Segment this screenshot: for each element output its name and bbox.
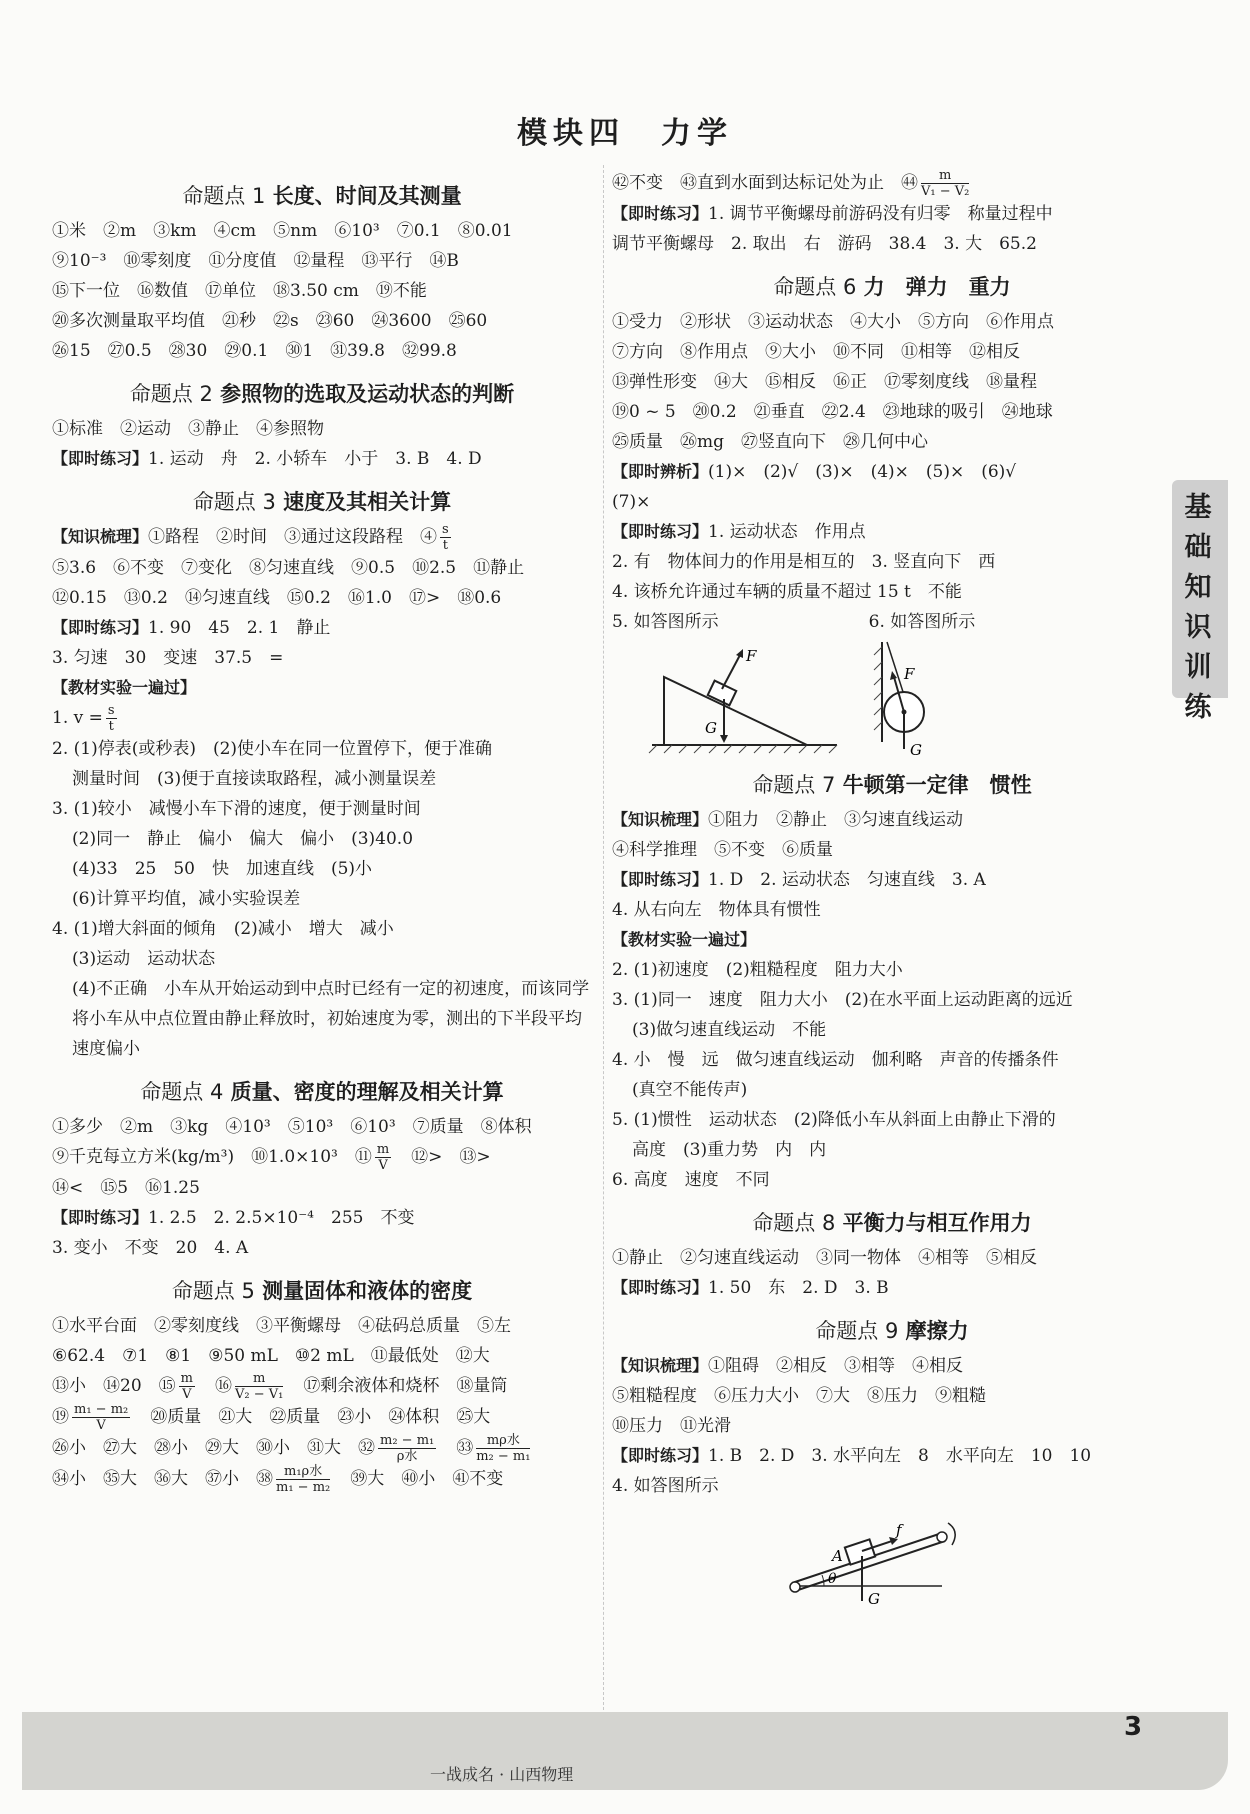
section-1-heading — [52, 180, 592, 210]
answer-line: 4. 从右向左 物体具有惯性 — [612, 900, 821, 920]
section-7-heading — [612, 769, 1172, 799]
answer-line: 4. (1)增大斜面的倾角 (2)减小 增大 减小 — [52, 919, 394, 939]
answer-line: 3. (1)较小 减慢小车下滑的速度，便于测量时间 — [52, 799, 421, 819]
rotation-arrow — [948, 1523, 955, 1545]
answer-line: ㉕质量 ㉖mg ㉗竖直向下 ㉘几何中心 — [612, 432, 929, 452]
answer-line: (3)做匀速直线运动 不能 — [632, 1020, 827, 1040]
block — [708, 681, 737, 706]
practice-tag: 【即时练习】 — [612, 522, 709, 541]
answer-line: ⑮下一位 ⑯数值 ⑰单位 ⑱3.50 cm ⑲不能 — [52, 281, 427, 301]
fraction: $\frac{m}{\text{V₁ − V₂}}$ — [921, 168, 970, 199]
answer-line: 【即时练习】1. D 2. 运动状态 匀速直线 3. A — [612, 870, 986, 890]
side-tab-char: 础 — [1184, 532, 1216, 563]
answer-line: 【即时练习】1. 运动状态 作用点 — [612, 522, 866, 542]
answer-line: ⑳多次测量取平均值 ㉑秒 ㉒s ㉓60 ㉔3600 ㉕60 — [52, 311, 488, 331]
answer-line: 【即时练习】1. 50 东 2. D 3. B — [612, 1278, 889, 1298]
side-tab-basic-training — [1172, 480, 1228, 723]
roller-left — [790, 1582, 800, 1592]
answer-line: 5. 如答图所示 6. 如答图所示 — [612, 612, 976, 632]
answer-line: ⑫0.15 ⑬0.2 ⑭匀速直线 ⑮0.2 ⑯1.0 ⑰> ⑱0.6 — [52, 588, 502, 608]
gravity-arrowhead-1 — [720, 735, 728, 743]
column-divider — [603, 165, 604, 1710]
fraction: $\frac{m}{V}$ — [180, 1371, 193, 1402]
practice-tag: 【即时练习】 — [52, 618, 149, 637]
answer-line: (6)计算平均值，减小实验误差 — [72, 889, 301, 909]
section-4-heading — [52, 1076, 592, 1106]
ground-hatch — [649, 745, 837, 753]
incline-shape — [664, 677, 807, 745]
fraction: $\frac{\text{m₁ − m₂}}{V}$ — [74, 1402, 129, 1433]
section-6-heading — [612, 271, 1172, 301]
answer-line: 【即时辨析】(1)× (2)√ (3)× (4)× (5)× (6)√ — [612, 462, 1017, 482]
section-title: 质量、密度的理解及相关计算 — [230, 1080, 504, 1104]
answer-line: 3. 变小 不变 20 4. A — [52, 1238, 249, 1258]
label-G1: G — [705, 719, 717, 737]
section-2-heading — [52, 378, 592, 408]
answer-line: 6. 高度 速度 不同 — [612, 1170, 770, 1190]
practice-tag: 【即时练习】 — [612, 1446, 709, 1465]
page-number: 3 — [1124, 1712, 1143, 1742]
answer-line: 4. 该桥允许通过车辆的质量不超过 15 t 不能 — [612, 582, 962, 602]
section-title: 参照物的选取及运动状态的判断 — [220, 382, 515, 406]
answer-line: ㊷不变 ㊸直到水面到达标记处为止 ㊹ $\frac{m}{\text{V₁ − V₂}}$ — [612, 168, 970, 199]
section-number: 命题点 1 — [182, 184, 266, 208]
practice-tag: 【即时练习】 — [612, 204, 709, 223]
answer-line: ⑨千克每立方米(kg/m³) ⑩1.0×10³ ⑪ $\frac{m}{V}$ ⑫> ⑬> — [52, 1142, 491, 1173]
section-title: 力 弹力 重力 — [863, 275, 1011, 299]
force-diagrams — [612, 637, 1172, 757]
answer-line: (2)同一 静止 偏小 偏大 偏小 (3)40.0 — [72, 829, 414, 849]
section-9-heading — [612, 1315, 1172, 1345]
answer-line: ①静止 ②匀速直线运动 ③同一物体 ④相等 ⑤相反 — [612, 1248, 1037, 1268]
label-A: A — [832, 1547, 843, 1565]
answer-line: ㉞小 ㉟大 ㊱大 ㊲小 ㊳ $\frac{\text{m₁ρ水}}{\text{m₁ − m₂}}$ ㊴大 ㊵小 ㊶不变 — [52, 1464, 504, 1495]
section-5-heading — [52, 1275, 592, 1305]
section-8-heading — [612, 1207, 1172, 1237]
section-number: 命题点 8 — [752, 1211, 836, 1235]
section-title: 长度、时间及其测量 — [272, 184, 462, 208]
answer-line: ④科学推理 ⑤不变 ⑥质量 — [612, 840, 833, 860]
side-tab-char: 基 — [1184, 492, 1216, 523]
angle-arc — [822, 1575, 824, 1586]
answer-line: 【知识梳理】①阻碍 ②相反 ③相等 ④相反 — [612, 1356, 964, 1376]
section-number: 命题点 2 — [129, 382, 213, 406]
section-number: 命题点 3 — [192, 490, 276, 514]
answer-line: (7)× — [612, 492, 651, 512]
section-number: 命题点 9 — [815, 1319, 899, 1343]
friction-diagram-svg — [612, 1501, 1172, 1606]
practice-tag: 【即时练习】 — [52, 449, 149, 468]
force-diagrams-svg — [612, 637, 1172, 757]
practice-tag: 【即时练习】 — [612, 870, 709, 889]
section-title: 平衡力与相互作用力 — [842, 1211, 1032, 1235]
section-number: 命题点 4 — [140, 1080, 224, 1104]
experiment-tag: 【教材实验一遍过】 — [612, 930, 757, 949]
side-tab-char: 训 — [1184, 652, 1216, 683]
section-title: 测量固体和液体的密度 — [262, 1279, 473, 1303]
answer-line: ⑬弹性形变 ⑭大 ⑮相反 ⑯正 ⑰零刻度线 ⑱量程 — [612, 372, 1037, 392]
answer-line: ①米 ②m ③km ④cm ⑤nm ⑥10³ ⑦0.1 ⑧0.01 — [52, 221, 513, 241]
answer-line — [612, 925, 1172, 955]
label-G2: G — [910, 741, 922, 757]
label-theta: θ — [828, 1571, 837, 1587]
practice-tag: 【即时练习】 — [52, 1208, 149, 1227]
experiment-tag: 【教材实验一遍过】 — [52, 678, 197, 697]
fraction: $\frac{m}{V}$ — [376, 1142, 390, 1173]
answer-line: 5. (1)惯性 运动状态 (2)降低小车从斜面上由静止下滑的 — [612, 1110, 1056, 1130]
fraction: $\frac{\text{mρ水}}{\text{m₂ − m₁}}$ — [476, 1433, 531, 1464]
section-title: 速度及其相关计算 — [283, 490, 452, 514]
right-column — [612, 168, 1172, 1606]
knowledge-tag: 【知识梳理】 — [612, 810, 709, 829]
knowledge-tag: 【知识梳理】 — [52, 527, 149, 546]
section-number: 命题点 7 — [752, 773, 836, 797]
side-tab-char: 练 — [1184, 692, 1216, 723]
answer-line: 2. (1)停表(或秒表) (2)使小车在同一位置停下，便于准确 — [52, 739, 493, 759]
answer-line: ⑤3.6 ⑥不变 ⑦变化 ⑧匀速直线 ⑨0.5 ⑩2.5 ⑪静止 — [52, 558, 525, 578]
answer-line: ⑬小 ⑭20 ⑮ $\frac{m}{V}$ ⑯ $\frac{m}{\text{V₂ − V₁}}$ ⑰剩余液体和烧杯 ⑱量筒 — [52, 1371, 508, 1402]
practice-tag: 【即时练习】 — [612, 1278, 709, 1297]
section-number: 命题点 5 — [171, 1279, 255, 1303]
force-arrow-1 — [722, 655, 740, 689]
answer-line: 【即时练习】1. 90 45 2. 1 静止 — [52, 618, 331, 638]
roller-right — [937, 1532, 947, 1542]
fraction: $\frac{m}{\text{V₂ − V₁}}$ — [234, 1371, 284, 1402]
section-number: 命题点 6 — [773, 275, 857, 299]
fraction: $\frac{\text{m₂ − m₁}}{\text{ρ水}}$ — [380, 1433, 435, 1464]
analysis-tag: 【即时辨析】 — [612, 462, 709, 481]
label-F2: F — [904, 665, 915, 683]
answer-line: ⑲ $\frac{\text{m₁ − m₂}}{V}$ ⑳质量 ㉑大 ㉒质量 ㉓小 ㉔体积 ㉕大 — [52, 1402, 491, 1433]
answer-line: ⑩压力 ⑪光滑 — [612, 1416, 731, 1436]
answer-line: ⑭< ⑮5 ⑯1.25 — [52, 1178, 200, 1198]
answer-line: ①水平台面 ②零刻度线 ③平衡螺母 ④砝码总质量 ⑤左 — [52, 1316, 511, 1336]
answer-line: 调节平衡螺母 2. 取出 右 游码 38.4 3. 大 65.2 — [612, 234, 1037, 254]
answer-line: 2. (1)初速度 (2)粗糙程度 阻力大小 — [612, 960, 903, 980]
answer-line: 3. (1)同一 速度 阻力大小 (2)在水平面上运动距离的远近 — [612, 990, 1073, 1010]
answer-line: 【知识梳理】①阻力 ②静止 ③匀速直线运动 — [612, 810, 964, 830]
side-tab-char: 识 — [1184, 612, 1216, 643]
section-title: 牛顿第一定律 惯性 — [842, 773, 1032, 797]
answer-line: 【即时练习】1. 2.5 2. 2.5×10⁻⁴ 255 不变 — [52, 1208, 415, 1228]
answer-line: (3)运动 运动状态 — [72, 949, 216, 969]
fraction: $\frac{s}{t}$ — [107, 703, 115, 734]
answer-line: (真空不能传声) — [632, 1080, 748, 1100]
answer-line: 【即时练习】1. B 2. D 3. 水平向左 8 水平向左 10 10 — [612, 1446, 1092, 1466]
answer-line: 【即时练习】1. 调节平衡螺母前游码没有归零 称量过程中 — [612, 204, 1053, 224]
friction-diagram — [612, 1501, 1172, 1606]
fraction: $\frac{\text{m₁ρ水}}{\text{m₁ − m₂}}$ — [276, 1464, 331, 1495]
section-3-heading — [52, 486, 592, 516]
page-title: 模块四 力学 — [517, 116, 733, 151]
answer-line: ①受力 ②形状 ③运动状态 ④大小 ⑤方向 ⑥作用点 — [612, 312, 1054, 332]
wall-hatch — [874, 647, 882, 730]
answer-line: (4)33 25 50 快 加速直线 (5)小 — [72, 859, 373, 879]
answer-line: 1. v = $\frac{s}{t}$ — [52, 703, 115, 734]
answer-line — [52, 673, 592, 703]
answer-line: 4. 如答图所示 — [612, 1476, 719, 1496]
answer-line: 高度 (3)重力势 内 内 — [632, 1140, 827, 1160]
answer-line: ⑥62.4 ⑦1 ⑧1 ⑨50 mL ⑩2 mL ⑪最低处 ⑫大 — [52, 1346, 490, 1366]
answer-line: ⑤粗糙程度 ⑥压力大小 ⑦大 ⑧压力 ⑨粗糙 — [612, 1386, 986, 1406]
answer-paragraph: (4)不正确 小车从开始运动到中点时已经有一定的初速度，而该同学将小车从中点位置由静止释放时，初始速度为零，测出的下半段平均速度偏小 — [72, 979, 590, 1059]
footer-bar — [22, 1712, 1228, 1790]
answer-line: 【知识梳理】①路程 ②时间 ③通过这段路程 ④ $\frac{s}{t}$ — [52, 522, 449, 553]
block-A — [845, 1539, 875, 1564]
knowledge-tag: 【知识梳理】 — [612, 1356, 709, 1375]
section-title: 摩擦力 — [905, 1319, 969, 1343]
side-tab-char: 知 — [1184, 572, 1216, 603]
answer-line: ⑦方向 ⑧作用点 ⑨大小 ⑩不同 ⑪相等 ⑫相反 — [612, 342, 1020, 362]
answer-line: 3. 匀速 30 变速 37.5 = — [52, 648, 284, 668]
answer-line: ①多少 ②m ③kg ④10³ ⑤10³ ⑥10³ ⑦质量 ⑧体积 — [52, 1117, 532, 1137]
answer-line: 【即时练习】1. 运动 舟 2. 小轿车 小于 3. B 4. D — [52, 449, 482, 469]
label-G: G — [868, 1590, 880, 1606]
answer-line: 2. 有 物体间力的作用是相互的 3. 竖直向下 西 — [612, 552, 996, 572]
string-line — [887, 642, 904, 695]
answer-line: ①标准 ②运动 ③静止 ④参照物 — [52, 419, 324, 439]
answer-line: ㉖15 ㉗0.5 ㉘30 ㉙0.1 ㉚1 ㉛39.8 ㉜99.8 — [52, 341, 457, 361]
label-F1: F — [746, 647, 757, 665]
footer-text: 一战成名 · 山西物理 — [430, 1765, 574, 1784]
answer-line: ⑲0 ~ 5 ⑳0.2 ㉑垂直 ㉒2.4 ㉓地球的吸引 ㉔地球 — [612, 402, 1053, 422]
fraction: $\frac{s}{t}$ — [442, 522, 449, 553]
answer-line: ⑨10⁻³ ⑩零刻度 ⑪分度值 ⑫量程 ⑬平行 ⑭B — [52, 251, 459, 271]
answer-line: 4. 小 慢 远 做匀速直线运动 伽利略 声音的传播条件 — [612, 1050, 1059, 1070]
answer-line: 测量时间 (3)便于直接读取路程，减小测量误差 — [72, 769, 437, 789]
answer-line: ㉖小 ㉗大 ㉘小 ㉙大 ㉚小 ㉛大 ㉜ $\frac{\text{m₂ − m₁}}{\text{ρ水}}$ ㉝ $\frac{\text{mρ水}}{\text{m₂ − m₁}}$ — [52, 1433, 531, 1464]
left-column — [52, 168, 592, 1495]
label-f: f — [896, 1521, 902, 1539]
